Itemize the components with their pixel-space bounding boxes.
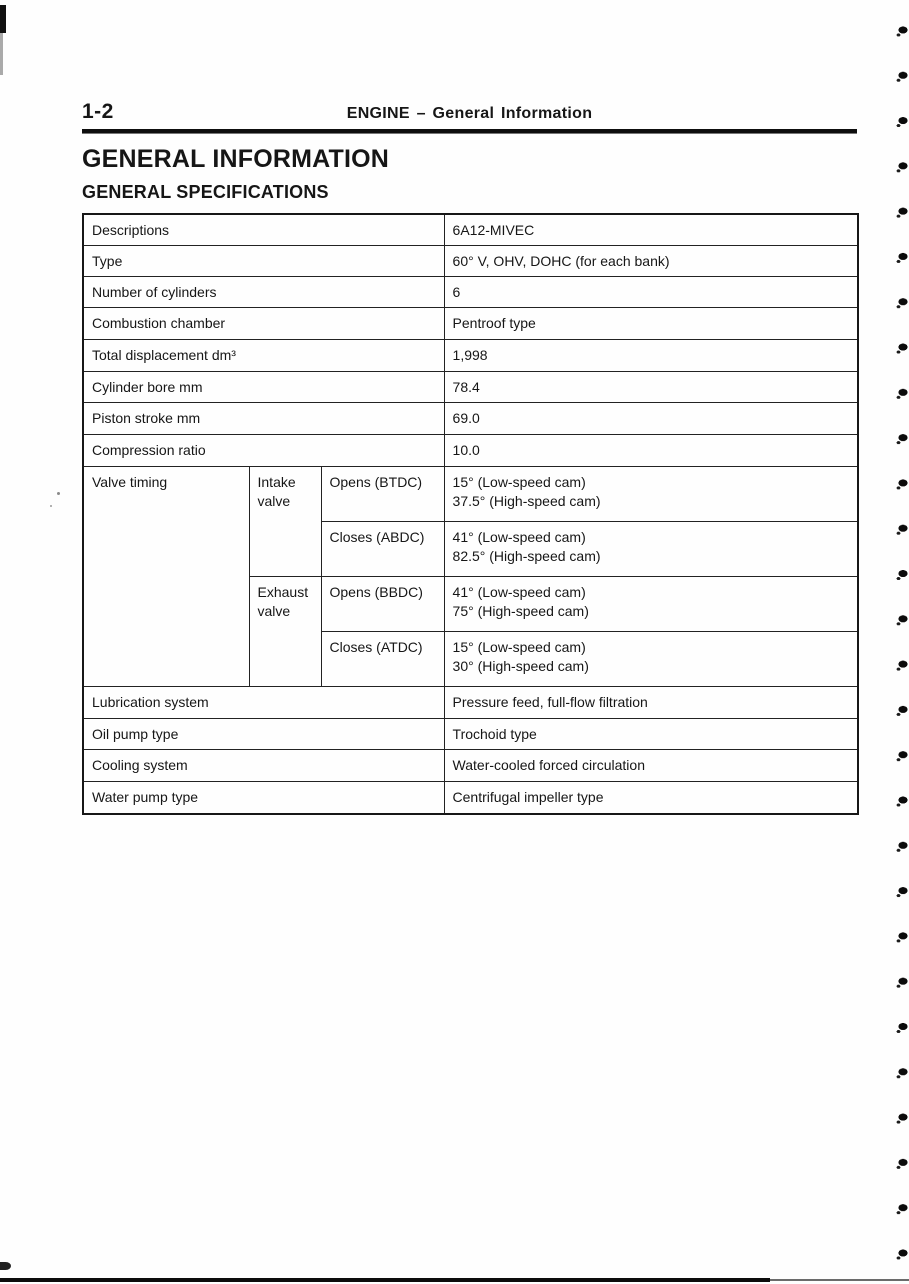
binding-holes bbox=[889, 0, 909, 1284]
valve-timing-high-speed: 30° (High-speed cam) bbox=[452, 658, 589, 674]
spec-label: Piston stroke mm bbox=[83, 403, 444, 435]
spec-value: Pentroof type bbox=[444, 308, 858, 340]
scan-speckle-bottom-left bbox=[0, 1262, 11, 1270]
spec-value: 6A12-MIVEC bbox=[444, 214, 858, 246]
valve-timing-low-speed: 15° (Low-speed cam) bbox=[452, 474, 586, 490]
table-row bbox=[83, 308, 858, 340]
valve-timing-low-speed: 15° (Low-speed cam) bbox=[452, 639, 586, 655]
table-row bbox=[83, 782, 858, 815]
spec-label: Valve timing bbox=[83, 467, 249, 687]
page-content bbox=[82, 0, 857, 815]
table-row bbox=[83, 214, 858, 246]
spec-value: 1,998 bbox=[444, 340, 858, 372]
spec-label: Oil pump type bbox=[83, 719, 444, 750]
table-row bbox=[83, 719, 858, 750]
valve-timing-low-speed: 41° (Low-speed cam) bbox=[452, 584, 586, 600]
spec-label: Water pump type bbox=[83, 782, 444, 815]
spec-value: Centrifugal impeller type bbox=[444, 782, 858, 815]
spec-label: Descriptions bbox=[83, 214, 444, 246]
subsection-title: GENERAL SPECIFICATIONS bbox=[82, 182, 329, 202]
valve-timing-row bbox=[83, 467, 858, 522]
valve-group-label: Exhaust valve bbox=[249, 577, 321, 687]
table-row bbox=[83, 372, 858, 403]
valve-event-label: Opens (BTDC) bbox=[321, 467, 444, 522]
spec-value: Trochoid type bbox=[444, 719, 858, 750]
valve-timing-value bbox=[444, 577, 858, 632]
scan-artifact-top-left-fade bbox=[0, 33, 3, 75]
spec-label: Combustion chamber bbox=[83, 308, 444, 340]
table-row bbox=[83, 403, 858, 435]
scan-artifact-top-left bbox=[0, 5, 6, 33]
section-title: GENERAL INFORMATION bbox=[82, 145, 390, 173]
general-specifications-table bbox=[82, 213, 859, 815]
table-row bbox=[83, 687, 858, 719]
spec-value: 10.0 bbox=[444, 435, 858, 467]
spec-label: Number of cylinders bbox=[83, 277, 444, 308]
valve-event-label: Closes (ABDC) bbox=[321, 522, 444, 577]
spec-value: Pressure feed, full-flow filtration bbox=[444, 687, 858, 719]
valve-timing-high-speed: 37.5° (High-speed cam) bbox=[452, 493, 601, 509]
valve-timing-value bbox=[444, 522, 858, 577]
table-row bbox=[83, 435, 858, 467]
spec-value: 78.4 bbox=[444, 372, 858, 403]
valve-event-label: Closes (ATDC) bbox=[321, 632, 444, 687]
table-row bbox=[83, 246, 858, 277]
valve-timing-high-speed: 75° (High-speed cam) bbox=[452, 603, 589, 619]
spec-label: Compression ratio bbox=[83, 435, 444, 467]
valve-event-label: Opens (BBDC) bbox=[321, 577, 444, 632]
spec-label: Type bbox=[83, 246, 444, 277]
table-row bbox=[83, 340, 858, 372]
page-number: 1-2 bbox=[82, 100, 114, 123]
spec-label: Cylinder bore mm bbox=[83, 372, 444, 403]
spec-value: 69.0 bbox=[444, 403, 858, 435]
valve-timing-value bbox=[444, 467, 858, 522]
spec-label: Cooling system bbox=[83, 750, 444, 782]
valve-group-label: Intake valve bbox=[249, 467, 321, 577]
table-row bbox=[83, 277, 858, 308]
page-header bbox=[82, 0, 857, 124]
valve-timing-low-speed: 41° (Low-speed cam) bbox=[452, 529, 586, 545]
spec-value: Water-cooled forced circulation bbox=[444, 750, 858, 782]
header-rule bbox=[82, 129, 857, 134]
valve-timing-high-speed: 82.5° (High-speed cam) bbox=[452, 548, 601, 564]
scan-artifact-bottom-edge-faint bbox=[770, 1279, 909, 1281]
scan-artifact-bottom-edge bbox=[0, 1278, 770, 1282]
spec-label: Lubrication system bbox=[83, 687, 444, 719]
spec-value: 60° V, OHV, DOHC (for each bank) bbox=[444, 246, 858, 277]
table-row bbox=[83, 750, 858, 782]
spec-value: 6 bbox=[444, 277, 858, 308]
scan-speckle bbox=[57, 492, 60, 495]
scan-speckle bbox=[50, 505, 52, 507]
header-title: ENGINE – General Information bbox=[346, 105, 593, 122]
valve-timing-value bbox=[444, 632, 858, 687]
spec-label: Total displacement dm³ bbox=[83, 340, 444, 372]
